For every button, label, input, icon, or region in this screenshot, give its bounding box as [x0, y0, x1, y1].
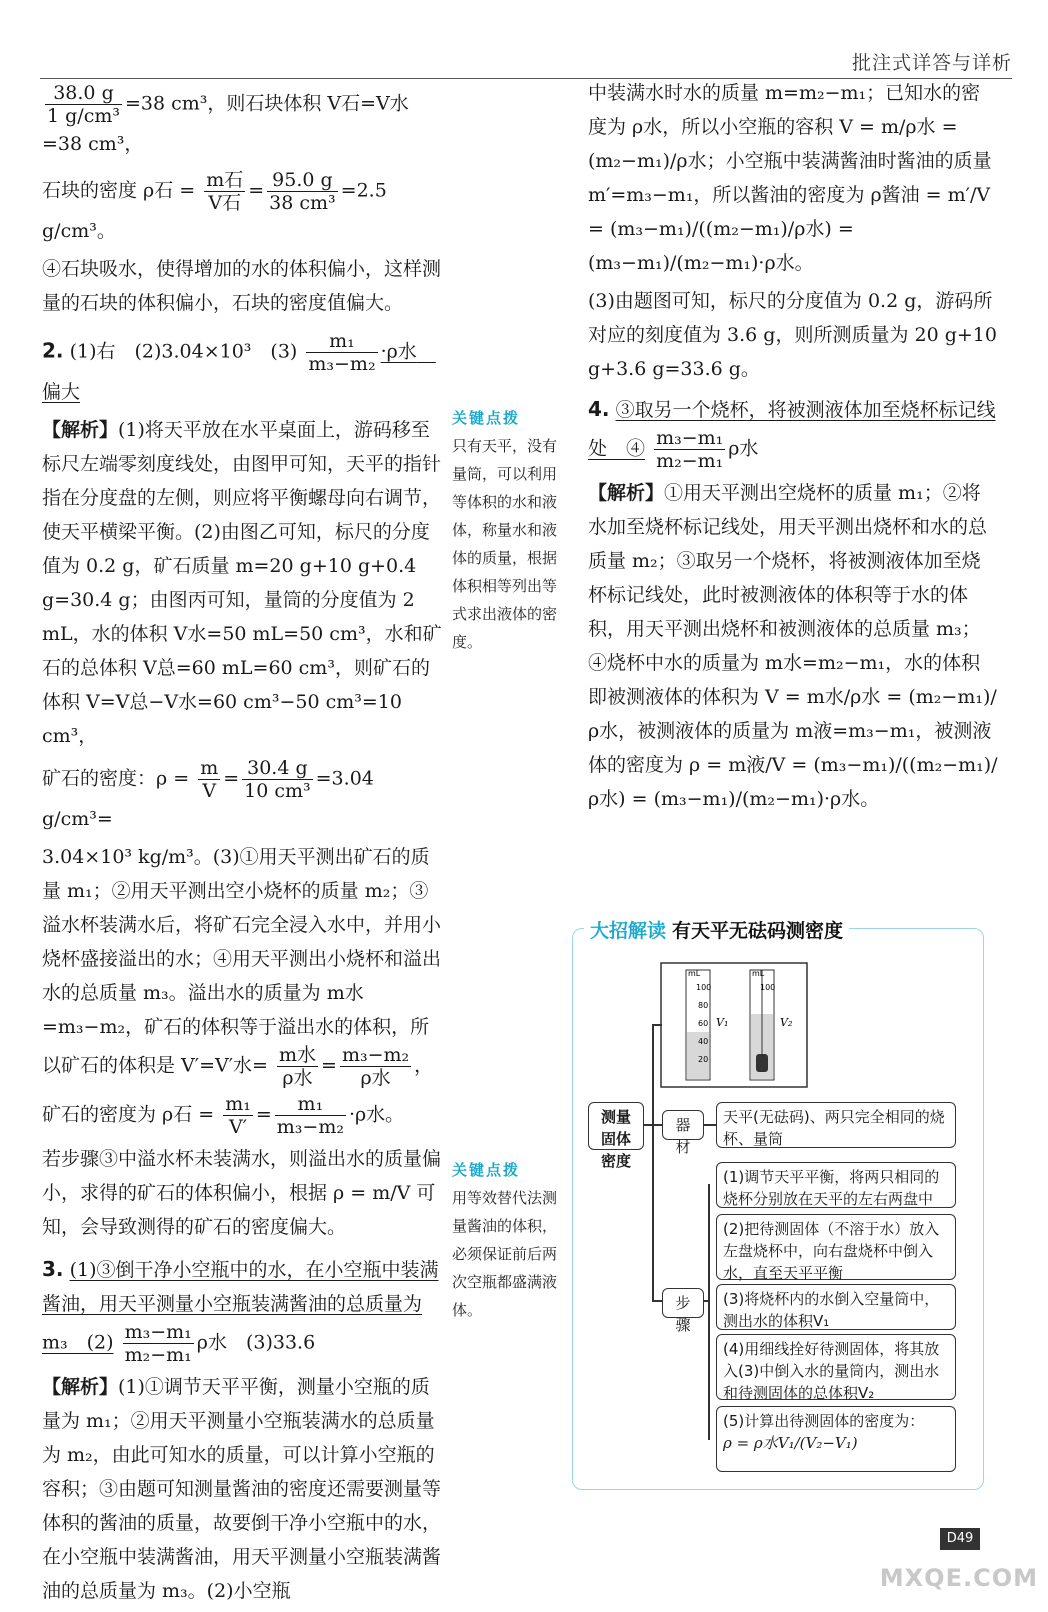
tree-branch: [652, 1300, 662, 1302]
analysis-text: ①用天平测出空烧杯的质量 m₁；②将水加至烧杯标记线处，用天平测出烧杯和水的总质量 m₂；③取另一个烧杯，将被测液体加至烧杯标记线处，此时被测液体的体积等于水的体积，用天平测出烧杯和被测液体的总质量 m₃；④烧杯中水的质量为 m水=m₂−m₁，水的体积即被测液体的体积为 V = m水/ρ水 = (m₂−m₁)/ρ水，被测液体的质量为 m液=m₃−m₁，被测液体的密度为 ρ = m液/V = (m₃−m₁)/((m₂−m₁)/ρ水) = (m₃−m₁)/(m₂−m₁)·ρ水。: [588, 482, 998, 810]
analysis-text: (1)①调节天平平衡，测量小空瓶的质量为 m₁；②用天平测量小空瓶装满水的总质量为 m₂，由此可知水的质量，可以计算小空瓶的容积；③由题可知测量酱油的密度还需要测量等体积的酱油的质量，故要倒干净小空瓶中的水，在小空瓶中装满酱油，用天平测量小空瓶装满酱油的总质量为 m₃。(2)小空瓶: [42, 1376, 442, 1602]
tick-80: 80: [698, 1001, 709, 1010]
steps-trunk: [708, 1184, 710, 1440]
fraction-denominator: 38 cm³: [269, 192, 336, 214]
fraction-numerator: 38.0 g: [45, 82, 122, 105]
fraction-numerator: m₃−m₁: [124, 1321, 192, 1343]
step-2-node: (2)把待测固体（不溶于水）放入左盘烧杯中，向右盘烧杯中倒入水，直至天平平衡: [716, 1214, 956, 1280]
tree-branch: [704, 1300, 710, 1302]
tick-100-b: 100: [760, 983, 776, 992]
fraction: [267, 169, 338, 214]
density-formula: ρ = ρ水V₁/(V₂−V₁): [723, 1434, 858, 1452]
question-2-conclusion: 若步骤③中溢水杯未装满水，则溢出水的质量偏小，求得的矿石的体积偏小，根据 ρ = m/V 可知，会导致测得的矿石的密度偏大。: [42, 1148, 442, 1238]
key-point-tag: 关键点拨: [452, 1161, 521, 1179]
equipment-label: 器材: [662, 1110, 704, 1140]
fraction-denominator: 1 g/cm³: [47, 105, 120, 127]
fraction: [198, 757, 220, 802]
analysis-text: (1)将天平放在水平桌面上，游码移至标尺左端零刻度线处，由图甲可知，天平的指针指在分度盘的左侧，则应将平衡螺母向右调节，使天平横梁平衡。(2)由图乙可知，标尺的分度值为 0.2 g，矿石质量 m=20 g+10 g+0.4 g=30.4 g；由图丙可知，量筒的分度值为 2 mL，水的体积 V水=50 mL=50 cm³，水和矿石的总体积 V总=60 mL=60 cm³，则矿石的体积 V=V总−V水=60 cm³−50 cm³=10 cm³，: [42, 419, 442, 747]
question-3-part-3: (3)由题图可知，标尺的分度值为 0.2 g，游码所对应的刻度值为 3.6 g，则所测质量为 20 g+10 g+3.6 g=33.6 g。: [588, 290, 997, 380]
unit-label-1: mL: [688, 969, 701, 978]
question-3-analysis-cont: 中装满水时水的质量 m=m₂−m₁；已知水的密度为 ρ水，所以小空瓶的容积 V = m/ρ水 = (m₂−m₁)/ρ水；小空瓶中装满酱油时酱油的质量 m′=m₃−m₁，所以酱油的密度为 ρ酱油 = m′/V = (m₃−m₁)/((m₂−m₁)/ρ水) = (m₃−m₁)/(m₂−m₁)·ρ水。: [588, 82, 992, 274]
fraction-denominator: V′: [229, 1116, 248, 1138]
tick-100: 100: [696, 983, 712, 992]
fraction: [306, 330, 377, 375]
answer-tail: ρ水 (3)33.6: [196, 1331, 316, 1354]
stone-volume-text: =38 cm³，则石块体积 V石=V水=38 cm³，: [42, 92, 409, 155]
fraction: [123, 1321, 194, 1366]
tree-branch: [704, 1124, 716, 1126]
step-1-node: (1)调节天平平衡，将两只相同的烧杯分别放在天平的左右两盘中: [716, 1162, 956, 1208]
answer-tail: ρ水: [728, 437, 759, 460]
fraction-numerator: 30.4 g: [242, 757, 313, 780]
ore-density-end: ·ρ水。: [348, 1103, 405, 1126]
root-node: 测量固体密度: [588, 1102, 644, 1150]
fraction-numerator: m₃−m₂: [341, 1044, 410, 1066]
fraction-denominator: V石: [208, 192, 242, 214]
analysis-text: 3.04×10³ kg/m³。(3)①用天平测出矿石的质量 m₁；②用天平测出空小烧杯的质量 m₂；③溢水杯装满水后，将矿石完全浸入水中，并用小烧杯盛接溢出的水；④用天平测出小烧杯和溢出水的总质量 m₃。溢出水的质量为 m水=m₃−m₂，矿石的体积等于溢出水的体积，所以矿石的体积是 V′=V′水=: [42, 846, 442, 1077]
tip-box-title: [584, 916, 849, 943]
ore-density-formula: [42, 1093, 442, 1138]
watermark: MXQE.COM: [879, 1564, 1038, 1592]
fraction: [204, 169, 245, 214]
key-point-note-1: [452, 404, 562, 656]
key-point-note-2: [452, 1156, 562, 1324]
fraction-numerator: m₁: [275, 1093, 346, 1116]
fraction: [340, 1044, 411, 1089]
question-number: 2.: [42, 338, 64, 363]
fraction-denominator: m₃−m₂: [276, 1116, 344, 1138]
page-number: D49: [940, 1528, 980, 1550]
analysis-label: 【解析】: [42, 1376, 119, 1398]
header-title: 批注式详答与详析: [851, 52, 1012, 74]
v1-label: V₁: [716, 1016, 729, 1029]
stone-density-line: 石块的密度 ρ石 = $\frac{\text{m石}}{\text{V石}}$ = $\frac{95.0 g}{\text{38 cm³}}$ =2.5 g/cm³。: [42, 169, 387, 242]
fraction: [223, 1093, 253, 1138]
stone-volume-line: [42, 82, 442, 161]
fraction-denominator: m₃−m₂: [308, 353, 376, 375]
fraction-denominator: ρ水: [360, 1067, 391, 1089]
unit-label-2: mL: [752, 969, 765, 978]
question-4-answer: [588, 392, 998, 472]
step-4-node: (4)用细线拴好待测固体，将其放入(3)中倒入水的量筒内，测出水和待测固体的总体积V₂: [716, 1334, 956, 1400]
fraction-denominator: ρ水: [282, 1067, 313, 1089]
tree-trunk: [652, 1024, 654, 1302]
ore-density-prefix: 矿石的密度为 ρ石 =: [42, 1103, 215, 1126]
key-point-text: 用等效替代法测量酱油的体积，必须保证前后两次空瓶都盛满液体。: [452, 1189, 558, 1319]
equipment-node: 天平(无砝码)、两只完全相同的烧杯、量筒: [716, 1102, 956, 1148]
stone-density-prefix: 石块的密度 ρ石 =: [42, 179, 196, 202]
analysis-label: 【解析】: [588, 482, 665, 504]
stone-density-value: =2.5 g/cm³。: [42, 179, 387, 242]
v2-label: V₂: [780, 1016, 793, 1029]
tree-branch: [644, 1124, 654, 1126]
answer-tail: ·ρ水 偏大: [42, 340, 436, 403]
fraction-denominator: V: [202, 780, 217, 802]
question-3-analysis: [42, 1370, 442, 1608]
key-point-text: 只有天平，没有量筒，可以利用等体积的水和液体，称量水和液体的质量，根据体积相等列出等式求出液体的密度。: [452, 437, 558, 651]
left-column: [42, 82, 442, 1612]
fraction-numerator: 95.0 g: [267, 169, 338, 192]
steps-label: 步骤: [662, 1288, 704, 1318]
question-2-answer: [42, 330, 442, 409]
fraction: [277, 1044, 318, 1089]
tick-60: 60: [698, 1019, 709, 1028]
step-5-text: (5)计算出待测固体的密度为：: [723, 1412, 925, 1430]
fraction: [242, 757, 313, 802]
fraction: [275, 1093, 346, 1138]
question-4-analysis: [588, 476, 998, 816]
key-point-tag: 关键点拨: [452, 409, 521, 427]
fraction-numerator: m₁: [306, 330, 377, 353]
fraction-numerator: m石: [206, 169, 244, 191]
question-2-analysis-cont: 3.04×10³ kg/m³。(3)①用天平测出矿石的质量 m₁；②用天平测出空小烧杯的质量 m₂；③溢水杯装满水后，将矿石完全浸入水中，并用小烧杯盛接溢出的水；④用天平测出小烧杯和溢出水的总质量 m₃。溢出水的质量为 m水=m₃−m₂，矿石的体积等于溢出水的体积，所以矿石的体积是 V′=V′水= $\frac{\text{m水}}{\text{ρ水}}$ = $\frac{\text{m₃−m₂}}{\text{ρ水}}$ ，: [42, 846, 442, 1089]
fraction-denominator: 10 cm³: [244, 780, 311, 802]
fraction: [45, 82, 122, 127]
stone-absorb-note: ④石块吸水，使得增加的水的体积偏小，这样测量的石块的体积偏小，石块的密度值偏大。: [42, 258, 442, 314]
fraction-denominator: m₂−m₁: [656, 450, 724, 472]
analysis-label: 【解析】: [42, 419, 119, 441]
answer-text: (1)右 (2)3.04×10³ (3): [69, 340, 298, 363]
fraction-numerator: m₁: [225, 1093, 251, 1115]
ore-density-value: =3.04 g/cm³=: [42, 767, 374, 830]
measuring-cylinders-figure: [660, 962, 808, 1088]
fraction-numerator: m水: [279, 1044, 317, 1066]
fraction-numerator: m₃−m₁: [656, 427, 724, 449]
question-number: 4.: [588, 397, 610, 421]
tick-20: 20: [698, 1055, 709, 1064]
tip-title: 有天平无砝码测密度: [672, 920, 844, 942]
tip-label: 大招解读: [590, 920, 667, 942]
step-3-node: (3)将烧杯内的水倒入空量筒中，测出水的体积V₁: [716, 1284, 956, 1330]
tree-branch: [652, 1024, 662, 1026]
right-column: [588, 76, 998, 820]
tick-40: 40: [698, 1037, 709, 1046]
question-number: 3.: [42, 1257, 64, 1281]
fraction-numerator: m: [200, 757, 219, 779]
fraction-denominator: m₂−m₁: [124, 1344, 192, 1366]
ore-density-line: 矿石的密度：ρ = $\frac{m}{V}$ = $\frac{30.4 g}{\text{10 cm³}}$ =3.04 g/cm³=: [42, 757, 374, 830]
fraction: [654, 427, 725, 472]
question-2-analysis: [42, 413, 442, 753]
answer-text: ③取另一个烧杯，将被测液体加至烧杯标记线处 ④: [588, 399, 996, 460]
ore-density-prefix: 矿石的密度：ρ =: [42, 767, 190, 790]
solid-object: [756, 1054, 768, 1072]
question-3-answer: [42, 1252, 442, 1366]
answer-text: (1)③倒干净小空瓶中的水，在小空瓶中装满酱油，用天平测量小空瓶装满酱油的总质量为 m₃ (2): [42, 1259, 439, 1354]
step-5-node: [716, 1406, 956, 1472]
equals-sign: =: [255, 1103, 272, 1126]
